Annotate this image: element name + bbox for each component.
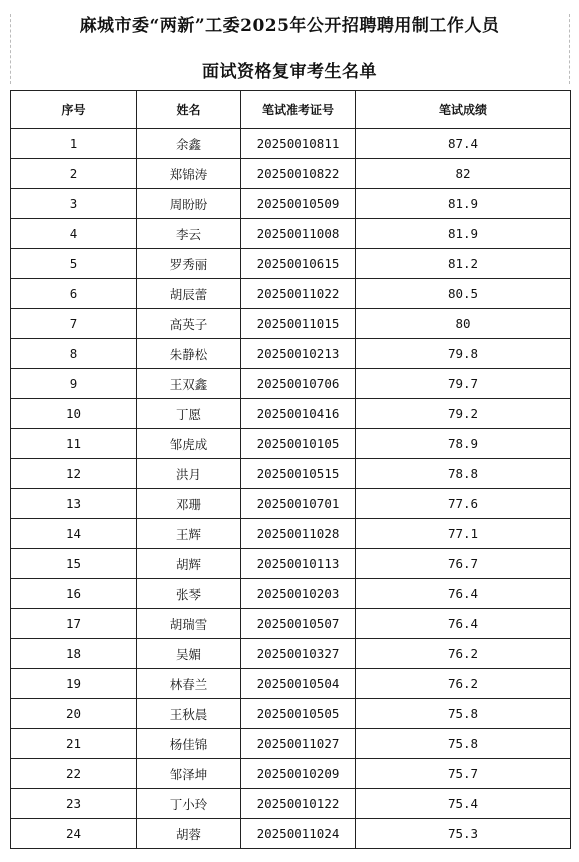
row-index: 5 (11, 249, 137, 279)
row-name: 胡辉 (137, 549, 241, 579)
row-score: 75.3 (356, 819, 571, 849)
row-score: 76.2 (356, 639, 571, 669)
table-row (11, 609, 571, 639)
row-index: 9 (11, 369, 137, 399)
row-score: 77.1 (356, 519, 571, 549)
table-row (11, 159, 571, 189)
row-index: 17 (11, 609, 137, 639)
row-index: 23 (11, 789, 137, 819)
row-exam-id: 20250010209 (241, 759, 356, 789)
row-score: 79.7 (356, 369, 571, 399)
row-exam-id: 20250010615 (241, 249, 356, 279)
table-row (11, 399, 571, 429)
table-row (11, 789, 571, 819)
row-index: 7 (11, 309, 137, 339)
row-index: 19 (11, 669, 137, 699)
row-exam-id: 20250011024 (241, 819, 356, 849)
row-name: 罗秀丽 (137, 249, 241, 279)
row-exam-id: 20250010105 (241, 429, 356, 459)
row-name: 余鑫 (137, 129, 241, 159)
row-exam-id: 20250010113 (241, 549, 356, 579)
row-index: 8 (11, 339, 137, 369)
table-row (11, 249, 571, 279)
row-index: 14 (11, 519, 137, 549)
row-name: 张琴 (137, 579, 241, 609)
table-row (11, 639, 571, 669)
table-row (11, 339, 571, 369)
row-exam-id: 20250010822 (241, 159, 356, 189)
row-index: 6 (11, 279, 137, 309)
table-row (11, 699, 571, 729)
row-exam-id: 20250011008 (241, 219, 356, 249)
table-row (11, 519, 571, 549)
table-row (11, 129, 571, 159)
row-index: 2 (11, 159, 137, 189)
row-exam-id: 20250010515 (241, 459, 356, 489)
row-index: 12 (11, 459, 137, 489)
table-row (11, 549, 571, 579)
row-index: 16 (11, 579, 137, 609)
row-score: 75.7 (356, 759, 571, 789)
row-name: 周盼盼 (137, 189, 241, 219)
row-exam-id: 20250010213 (241, 339, 356, 369)
row-exam-id: 20250011022 (241, 279, 356, 309)
header-name: 姓名 (137, 91, 241, 129)
table-row (11, 759, 571, 789)
row-score: 80.5 (356, 279, 571, 309)
table-row (11, 219, 571, 249)
row-exam-id: 20250010509 (241, 189, 356, 219)
row-score: 77.6 (356, 489, 571, 519)
row-index: 1 (11, 129, 137, 159)
row-exam-id: 20250011028 (241, 519, 356, 549)
header-index: 序号 (11, 91, 137, 129)
header-score: 笔试成绩 (356, 91, 571, 129)
row-name: 洪月 (137, 459, 241, 489)
row-name: 高英子 (137, 309, 241, 339)
row-exam-id: 20250010811 (241, 129, 356, 159)
row-name: 朱静松 (137, 339, 241, 369)
row-name: 胡辰蕾 (137, 279, 241, 309)
row-score: 79.8 (356, 339, 571, 369)
row-index: 21 (11, 729, 137, 759)
row-score: 87.4 (356, 129, 571, 159)
table-row (11, 579, 571, 609)
row-name: 邹虎成 (137, 429, 241, 459)
row-name: 王双鑫 (137, 369, 241, 399)
row-exam-id: 20250010327 (241, 639, 356, 669)
row-name: 吴媚 (137, 639, 241, 669)
row-index: 13 (11, 489, 137, 519)
row-name: 郑锦涛 (137, 159, 241, 189)
row-score: 76.7 (356, 549, 571, 579)
row-score: 79.2 (356, 399, 571, 429)
row-index: 18 (11, 639, 137, 669)
row-exam-id: 20250011015 (241, 309, 356, 339)
row-name: 丁愿 (137, 399, 241, 429)
row-score: 76.4 (356, 609, 571, 639)
header-exam-id: 笔试准考证号 (241, 91, 356, 129)
table-row (11, 819, 571, 849)
row-name: 王秋晨 (137, 699, 241, 729)
row-name: 胡蓉 (137, 819, 241, 849)
table-row (11, 669, 571, 699)
row-index: 15 (11, 549, 137, 579)
row-name: 邓珊 (137, 489, 241, 519)
row-exam-id: 20250010701 (241, 489, 356, 519)
page-title: 麻城市委“两新”工委2025年公开招聘聘用制工作人员 (79, 16, 500, 36)
row-score: 82 (356, 159, 571, 189)
row-name: 李云 (137, 219, 241, 249)
table-row (11, 489, 571, 519)
row-exam-id: 20250010416 (241, 399, 356, 429)
table-row (11, 369, 571, 399)
row-exam-id: 20250010203 (241, 579, 356, 609)
table-row (11, 729, 571, 759)
table-row (11, 459, 571, 489)
row-exam-id: 20250010706 (241, 369, 356, 399)
row-index: 20 (11, 699, 137, 729)
row-exam-id: 20250010507 (241, 609, 356, 639)
row-score: 80 (356, 309, 571, 339)
table-row (11, 429, 571, 459)
row-exam-id: 20250010504 (241, 669, 356, 699)
row-name: 丁小玲 (137, 789, 241, 819)
row-index: 11 (11, 429, 137, 459)
table-row (11, 279, 571, 309)
row-name: 杨佳锦 (137, 729, 241, 759)
row-score: 75.8 (356, 729, 571, 759)
row-score: 75.4 (356, 789, 571, 819)
row-index: 10 (11, 399, 137, 429)
table-row (11, 309, 571, 339)
row-index: 22 (11, 759, 137, 789)
row-score: 81.9 (356, 189, 571, 219)
row-name: 林春兰 (137, 669, 241, 699)
row-exam-id: 20250011027 (241, 729, 356, 759)
row-score: 81.9 (356, 219, 571, 249)
row-index: 3 (11, 189, 137, 219)
row-score: 81.2 (356, 249, 571, 279)
row-score: 78.9 (356, 429, 571, 459)
row-name: 邹泽坤 (137, 759, 241, 789)
row-name: 王辉 (137, 519, 241, 549)
table-header-row (11, 91, 571, 129)
row-score: 75.8 (356, 699, 571, 729)
row-exam-id: 20250010505 (241, 699, 356, 729)
row-index: 4 (11, 219, 137, 249)
row-score: 76.4 (356, 579, 571, 609)
row-score: 76.2 (356, 669, 571, 699)
page-subtitle: 面试资格复审考生名单 (202, 62, 377, 82)
candidate-table (10, 90, 571, 849)
table-row (11, 189, 571, 219)
row-score: 78.8 (356, 459, 571, 489)
row-exam-id: 20250010122 (241, 789, 356, 819)
row-name: 胡瑞雪 (137, 609, 241, 639)
row-index: 24 (11, 819, 137, 849)
